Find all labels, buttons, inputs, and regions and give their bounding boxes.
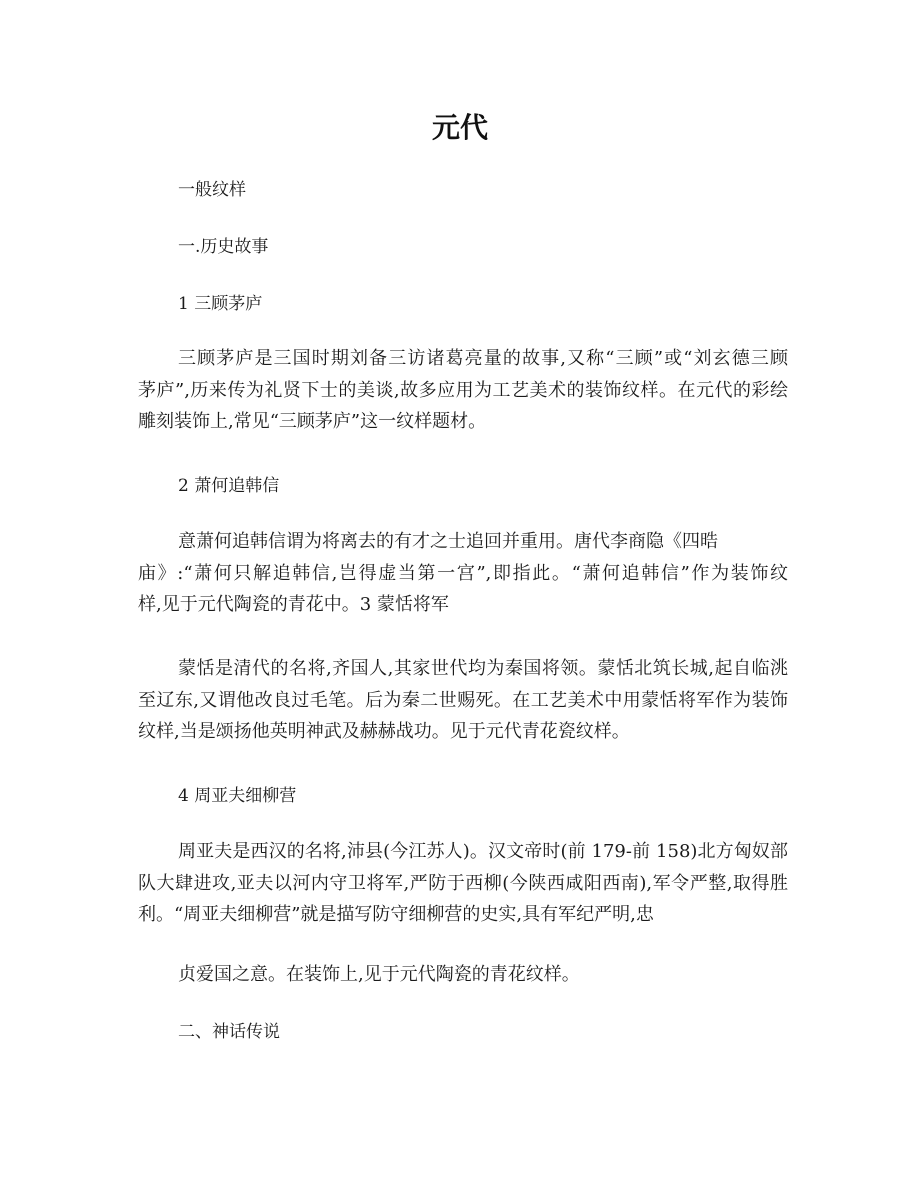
- paragraph-line: 三顾茅庐是三国时期刘备三访诸葛亮量的故事,又称“三顾”或“刘玄德三顾: [178, 348, 788, 369]
- paragraph-line: 至辽东,又谓他改良过毛笔。后为秦二世赐死。在工艺美术中用蒙恬将军作为装饰: [138, 689, 788, 711]
- heading-history-stories: 一.历史故事: [178, 237, 269, 257]
- paragraph-line: 庙》:“萧何只解追韩信,岂得虚当第一宫”,即指此。“萧何追韩信”作为装饰纹: [138, 562, 788, 584]
- paragraph-2: [138, 526, 788, 621]
- paragraph-3: [138, 653, 788, 748]
- heading-general-patterns: 一般纹样: [178, 180, 246, 200]
- paragraph-5: [138, 959, 788, 991]
- paragraph-line: 队大肆进攻,亚夫以河内守卫将军,严防于西柳(今陕西咸阳西南),军令严整,取得胜: [138, 872, 788, 894]
- heading-item-4: 4 周亚夫细柳营: [178, 786, 297, 806]
- paragraph-line: 蒙恬是清代的名将,齐国人,其家世代均为秦国将领。蒙恬北筑长城,起自临洮: [178, 658, 788, 679]
- page-title: 元代: [431, 111, 488, 144]
- paragraph-line: 利。“周亚夫细柳营”就是描写防守细柳营的史实,具有军纪严明,忠: [138, 904, 654, 925]
- paragraph-line: 茅庐”,历来传为礼贤下士的美谈,故多应用为工艺美术的装饰纹样。在元代的彩绘: [138, 379, 788, 401]
- heading-myths: 二、神话传说: [178, 1022, 280, 1042]
- paragraph-line: 样,见于元代陶瓷的青花中。3 蒙恬将军: [138, 594, 449, 615]
- paragraph-line: 意萧何追韩信谓为将离去的有才之士追回并重用。唐代李商隐《四晧: [178, 531, 718, 552]
- paragraph-4: [138, 836, 788, 931]
- heading-item-2: 2 萧何追韩信: [178, 476, 280, 496]
- paragraph-1: [138, 343, 788, 438]
- heading-item-1: 1 三顾茅庐: [178, 294, 263, 314]
- paragraph-line: 贞爱国之意。在装饰上,见于元代陶瓷的青花纹样。: [178, 964, 580, 985]
- paragraph-line: 周亚夫是西汉的名将,沛县(今江苏人)。汉文帝时(前 179-前 158)北方匈奴部: [178, 841, 789, 862]
- paragraph-line: 雕刻装饰上,常见“三顾茅庐”这一纹样题材。: [138, 411, 487, 432]
- paragraph-line: 纹样,当是颂扬他英明神武及赫赫战功。见于元代青花瓷纹样。: [138, 721, 630, 742]
